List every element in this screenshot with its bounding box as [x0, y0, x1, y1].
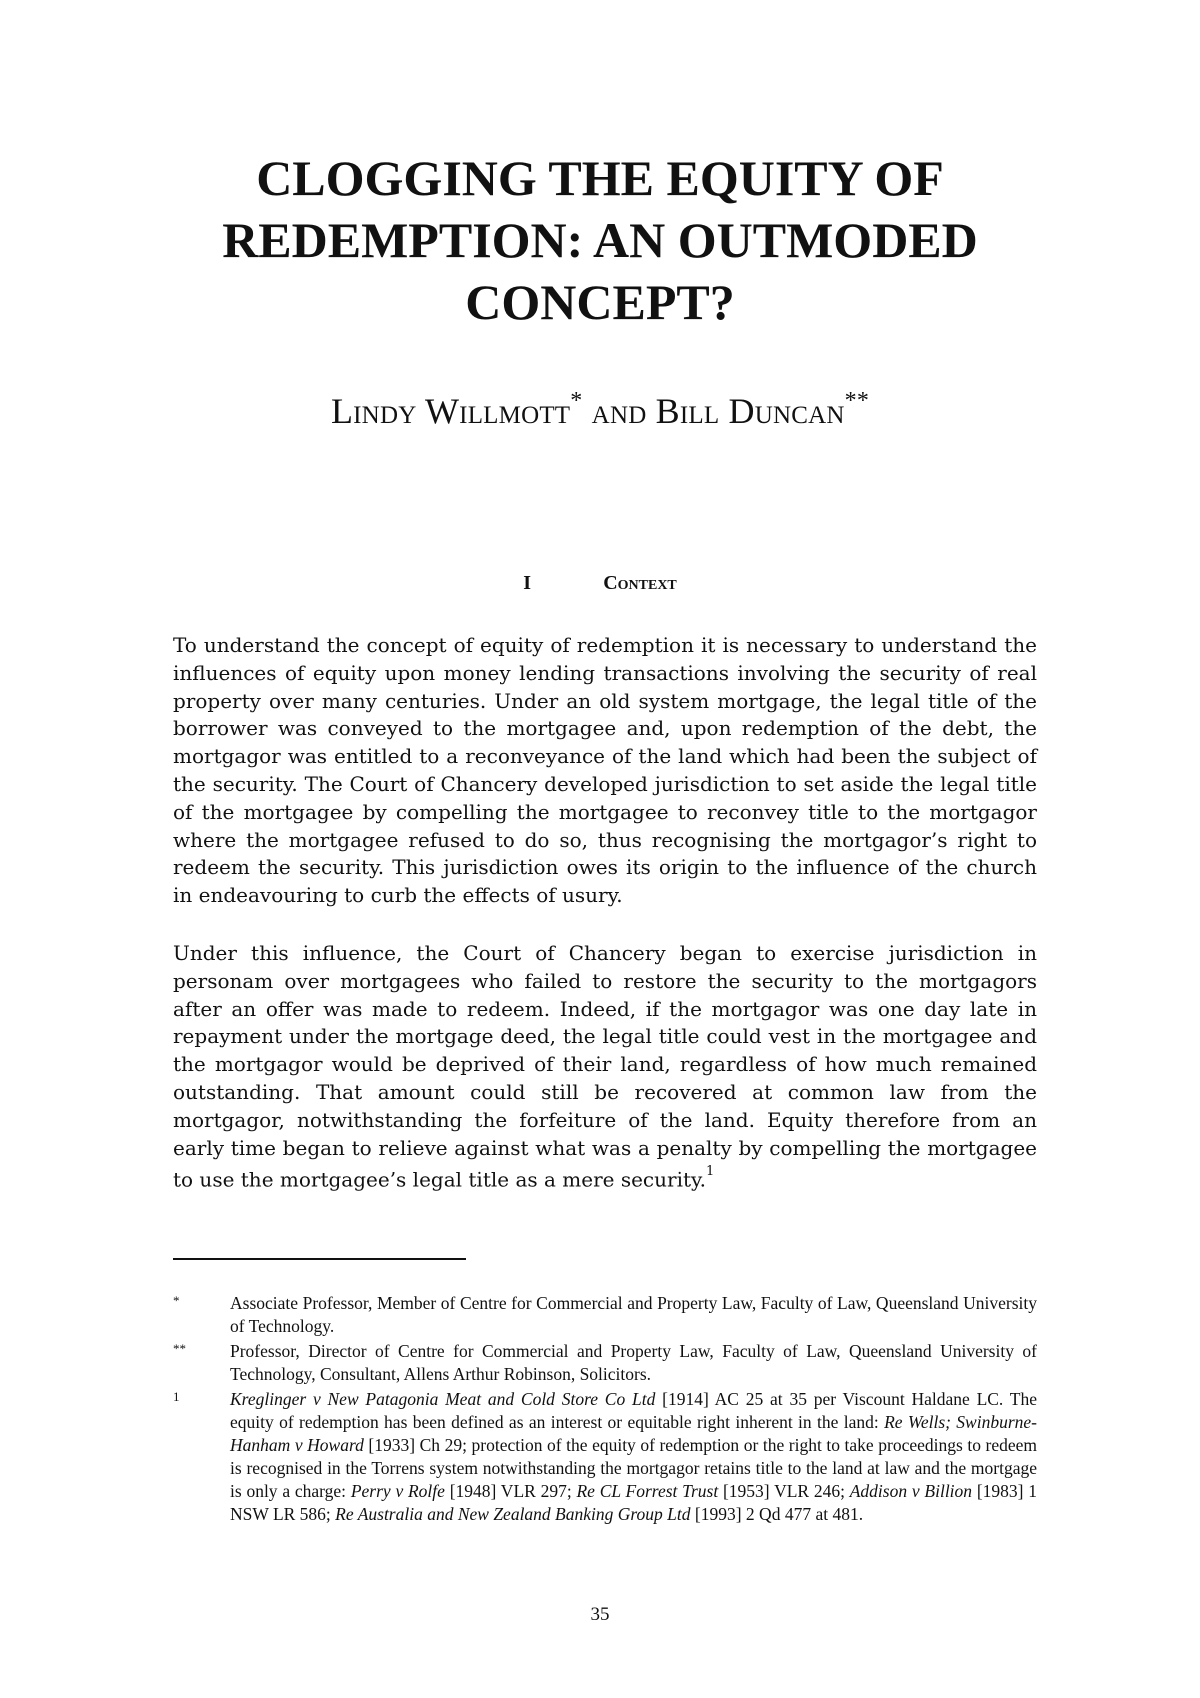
- article-title: CLOGGING THE EQUITY OF REDEMPTION: AN OUTMODED CONCEPT?: [222, 150, 978, 330]
- body-paragraph-1: To understand the concept of equity of redemption it is necessary to understand the influences of equity upon money lending transactions involving the security of real property over many centuries. Under an old system mortgage, the legal title of the borrower was conveyed to the mortgagee and, upon redemption of the debt, the mortgagor was entitled to a reconveyance of the land which had been the subject of the security. The Court of Chancery developed jurisdiction to set aside the legal title of the mortgagee by compelling the mortgagee to reconvey title to the mortgagor where the mortgagee refused to do so, thus recognising the mortgagor’s right to redeem the security. This jurisdiction owes its origin to the influence of the church in endeavouring to curb the effects of usury.: [173, 633, 1037, 908]
- footnote-author-2: [173, 1340, 1037, 1386]
- footnote-text-segment: [1953] VLR 246;: [718, 1481, 850, 1501]
- footnote-text-segment: [1933] Ch 29; protection of the equity of redemption or the right to take proceedings to redeem is recognised in the Torrens system notwithstanding the mortgagor retains title to the land at law and the mortgage is only a charge:: [230, 1435, 1037, 1501]
- author-1-name: Lindy Willmott: [330, 391, 571, 431]
- author-1-footnote-mark[interactable]: *: [570, 388, 583, 414]
- body-paragraph-2-text: Under this influence, the Court of Chancery began to exercise jurisdiction in personam over mortgagees who failed to restore the security to the mortgagors after an offer was made to redeem. Indeed, if the mortgagor was one day late in repayment under the mortgage deed, the legal title could vest in the mortgagee and the mortgagor would be deprived of their land, regardless of how much remained outstanding. That amount could still be recovered at common law from the mortgagor, notwithstanding the forfeiture of the land. Equity therefore from an early time began to relieve against what was a penalty by compelling the mortgagee to use the mortgagee’s legal title as a mere security.: [173, 941, 1037, 1193]
- footnote-author-1: [173, 1292, 1037, 1338]
- page-number: 35: [590, 1604, 610, 1625]
- footnote-text-segment: [1993] 2 Qd 477 at 481.: [690, 1504, 864, 1524]
- case-citation-name: Re Australia and New Zealand Banking Group Ltd: [335, 1504, 691, 1524]
- footnote-marker: **: [173, 1341, 186, 1356]
- footnote-text: [230, 1389, 1037, 1524]
- footnote-text: Associate Professor, Member of Centre for Commercial and Property Law, Faculty of Law, Queensland University of Technology.: [230, 1293, 1037, 1336]
- footnote-text-segment: [1914] AC 25 at 35 per Viscount Haldane LC. The equity of redemption has been defined as an interest or equitable right inherent in the land:: [230, 1389, 1037, 1432]
- case-citation-name: Kreglinger v New Patagonia Meat and Cold Store Co Ltd: [230, 1389, 656, 1409]
- section-heading: [150, 572, 1050, 595]
- author-2-footnote-mark[interactable]: **: [844, 388, 870, 414]
- footnote-marker: *: [173, 1293, 180, 1308]
- author-line: [150, 390, 1050, 432]
- case-citation-name: Re Wells; Swinburne-Hanham v Howard: [230, 1412, 1037, 1455]
- footnote-text-segment: [1983] 1 NSW LR 586;: [230, 1481, 1037, 1524]
- body-paragraph-2: [173, 940, 1037, 1195]
- author-connector: and: [582, 391, 656, 431]
- section-title: Context: [603, 572, 677, 594]
- case-citation-name: Re CL Forrest Trust: [576, 1481, 719, 1501]
- case-citation-name: Addison v Billion: [849, 1481, 973, 1501]
- case-citation-name: Perry v Rolfe: [350, 1481, 445, 1501]
- footnote-1: [173, 1388, 1037, 1526]
- footnote-divider: [173, 1258, 466, 1260]
- author-2-name: Bill Duncan: [655, 391, 845, 431]
- footnote-text-segment: [1948] VLR 297;: [444, 1481, 577, 1501]
- section-number: I: [523, 572, 531, 594]
- footnote-marker: 1: [173, 1389, 180, 1404]
- footnotes: [173, 1292, 1037, 1528]
- footnote-text: Professor, Director of Centre for Commercial and Property Law, Faculty of Law, Queensland University of Technology, Consultant, Allens Arthur Robinson, Solicitors.: [230, 1341, 1037, 1384]
- footnote-ref-1[interactable]: 1: [706, 1164, 715, 1180]
